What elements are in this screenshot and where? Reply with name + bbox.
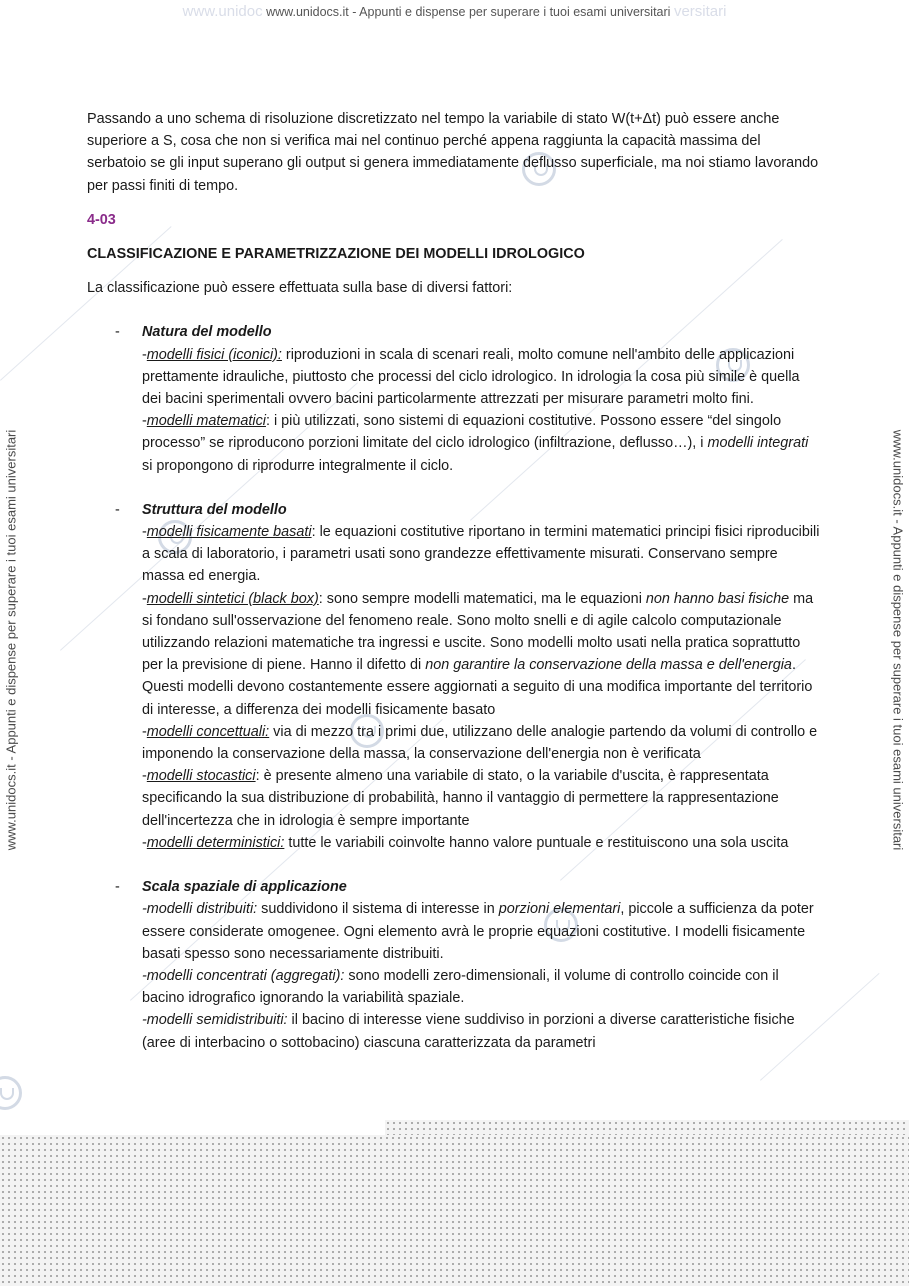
entry-term: -modelli distribuiti:	[142, 901, 258, 918]
entry: -modelli distribuiti: suddividono il sistema di interesse in porzioni elementari, piccole a sufficienza da poter essere considerate omogenee. Ogni elemento avrà le proprie equazioni costitutive. I modelli fisicamente basati spesso sono necessariamente distribuiti.	[142, 901, 814, 962]
watermark-top: www.unidoc www.unidocs.it - Appunti e dispense per superare i tuoi esami universitari versitari	[182, 3, 727, 20]
entry: -modelli matematici: i più utilizzati, sono sistemi di equazioni costitutive. Possono essere “del singolo processo” se riproducono porzioni limitate del ciclo idrologico (infiltrazione, deflusso…), i modelli integrati si propongono di riprodurre integralmente il ciclo.	[142, 413, 809, 474]
section-title: CLASSIFICAZIONE E PARAMETRIZZAZIONE DEI MODELLI IDROLOGICO	[87, 246, 585, 263]
entry-term: modelli deterministici:	[146, 834, 285, 851]
item-title: Struttura del modello	[142, 501, 287, 518]
entry: -modelli concentrati (aggregati): sono modelli zero-dimensionali, il volume di controllo coincide con il bacino idrografico ignorando la variabilità spaziale.	[142, 967, 779, 1007]
watermark-right: www.unidocs.it - Appunti e dispense per superare i tuoi esami universitari	[890, 429, 906, 851]
entry-term: -modelli semidistribuiti:	[142, 1012, 288, 1029]
item-title: Scala spaziale di applicazione	[142, 879, 347, 896]
entry-term: modelli fisici (iconici):	[146, 346, 282, 363]
watermark-left: www.unidocs.it - Appunti e dispense per superare i tuoi esami universitari	[3, 429, 19, 851]
item-title: Natura del modello	[142, 324, 272, 341]
preview-mask	[385, 1120, 909, 1136]
list-item: - Scala spaziale di applicazione -modelli distribuiti: suddividono il sistema di interesse in porzioni elementari, piccole a sufficienza da poter essere considerate omogenee. Ogni elemento avrà le proprie equazioni costitutive. I modelli fisicamente basati spesso sono necessariamente distribuiti. -modelli concentrati (aggregati): sono modelli zero-dimensionali, il volume di controllo coincide con il bacino idrografico ignorando la variabilità spaziale. -modelli semidistribuiti: il bacino di interesse viene suddiviso in porzioni a diverse caratteristiche fisiche (aree di interbacino o sottobacino) ciascuna caratterizzata da parametri	[87, 876, 822, 1054]
entry-term: modelli sintetici (black box)	[146, 590, 319, 607]
entry: -modelli fisicamente basati: le equazioni costitutive riportano in termini matematici principi fisici riproducibili a scala di laboratorio, i parametri usati sono grandezze effettivamente misurati. Conservano sempre massa ed energia.	[142, 524, 820, 585]
entry: -modelli deterministici: tutte le variabili coinvolte hanno valore puntuale e restituiscono una sola uscita	[142, 834, 789, 851]
entry-term: modelli matematici	[146, 413, 266, 430]
preview-mask	[0, 1135, 909, 1286]
paragraph: Passando a uno schema di risoluzione discretizzato nel tempo la variabile di stato W(t+Δt) può essere anche superiore a S, cosa che non si verifica mai nel continuo perché appena raggiunta la capacità massima del serbatoio se gli input superano gli output si genera immediatamente deflusso superficiale, ma noi stiamo lavorando per passi finiti di tempo.	[87, 111, 819, 194]
entry: -modelli concettuali: via di mezzo tra i primi due, utilizzano delle analogie partendo da volumi di controllo e imponendo la conservazione della massa, la conservazione dell'energia non è verificata	[142, 723, 818, 763]
entry: -modelli stocastici: è presente almeno una variabile di stato, o la variabile d'uscita, è rappresentata specificando la sua distribuzione di probabilità, hanno il vantaggio di permettere la rappresentazione dell'incertezza che in idrologia è sempre importante	[142, 768, 779, 829]
entry-term: modelli stocastici	[146, 768, 256, 785]
intro-paragraph: La classificazione può essere effettuata sulla base di diversi fattori:	[87, 280, 513, 297]
entry: -modelli fisici (iconici): riproduzioni in scala di scenari reali, molto comune nell'ambito delle applicazioni prettamente idrauliche, piuttosto che processi del ciclo idrologico. In idrologia la cosa più simile è quella dei bacini sperimentali ovvero bacini particolarmente attrezzati per misurare parametri molto fini.	[142, 346, 800, 408]
entry: -modelli semidistribuiti: il bacino di interesse viene suddiviso in porzioni a diverse caratteristiche fisiche (aree di interbacino o sottobacino) ciascuna caratterizzata da parametri	[142, 1012, 795, 1051]
entry: -modelli sintetici (black box): sono sempre modelli matematici, ma le equazioni non hanno basi fisiche ma si fondano sull'osservazione del fenomeno reale. Sono molto snelli e di agile calcolo computazionale utilizzando relazioni matematiche tra ingressi e uscite. Sono modelli molto usati nella pratica soprattutto per la previsione di piene. Hanno il difetto di non garantire la conservazione della massa e dell'energia. Questi modelli devono costantemente essere aggiornati a seguito di una modifica importante del territorio di interesse, a differenza dei modelli fisicamente basato	[142, 590, 814, 718]
unidocs-logo-icon	[0, 1076, 22, 1110]
document-body	[87, 108, 822, 1054]
entry-term: -modelli concentrati (aggregati):	[142, 967, 345, 984]
list-item: - Natura del modello -modelli fisici (iconici): riproduzioni in scala di scenari reali, molto comune nell'ambito delle applicazioni prettamente idrauliche, piuttosto che processi del ciclo idrologico. In idrologia la cosa più simile è quella dei bacini sperimentali ovvero bacini particolarmente attrezzati per misurare parametri molto fini. -modelli matematici: i più utilizzati, sono sistemi di equazioni costitutive. Possono essere “del singolo processo” se riproducono porzioni limitate del ciclo idrologico (infiltrazione, deflusso…), i modelli integrati si propongono di riprodurre integralmente il ciclo.	[87, 321, 822, 476]
section-number: 4-03	[87, 211, 116, 228]
entry-term: modelli concettuali:	[146, 723, 270, 740]
entry-term: modelli fisicamente basati	[146, 524, 312, 541]
list-item: - Struttura del modello -modelli fisicamente basati: le equazioni costitutive riportano in termini matematici principi fisici riproducibili a scala di laboratorio, i parametri usati sono grandezze effettivamente misurati. Conservano sempre massa ed energia. -modelli sintetici (black box): sono sempre modelli matematici, ma le equazioni non hanno basi fisiche ma si fondano sull'osservazione del fenomeno reale. Sono molto snelli e di agile calcolo computazionale utilizzando relazioni matematiche tra ingressi e uscite. Sono modelli molto usati nella pratica soprattutto per la previsione di piene. Hanno il difetto di non garantire la conservazione della massa e dell'energia. Questi modelli devono costantemente essere aggiornati a seguito di una modifica importante del territorio di interesse, a differenza dei modelli fisicamente basato -modelli concettuali: via di mezzo tra i primi due, utilizzano delle analogie partendo da volumi di controllo e imponendo la conservazione della massa, la conservazione dell'energia non è verificata -modelli stocastici: è presente almeno una variabile di stato, o la variabile d'uscita, è rappresentata specificando la sua distribuzione di probabilità, hanno il vantaggio di permettere la rappresentazione dell'incertezza che in idrologia è sempre importante -modelli deterministici: tutte le variabili coinvolte hanno valore puntuale e restituiscono una sola uscita	[87, 499, 822, 854]
